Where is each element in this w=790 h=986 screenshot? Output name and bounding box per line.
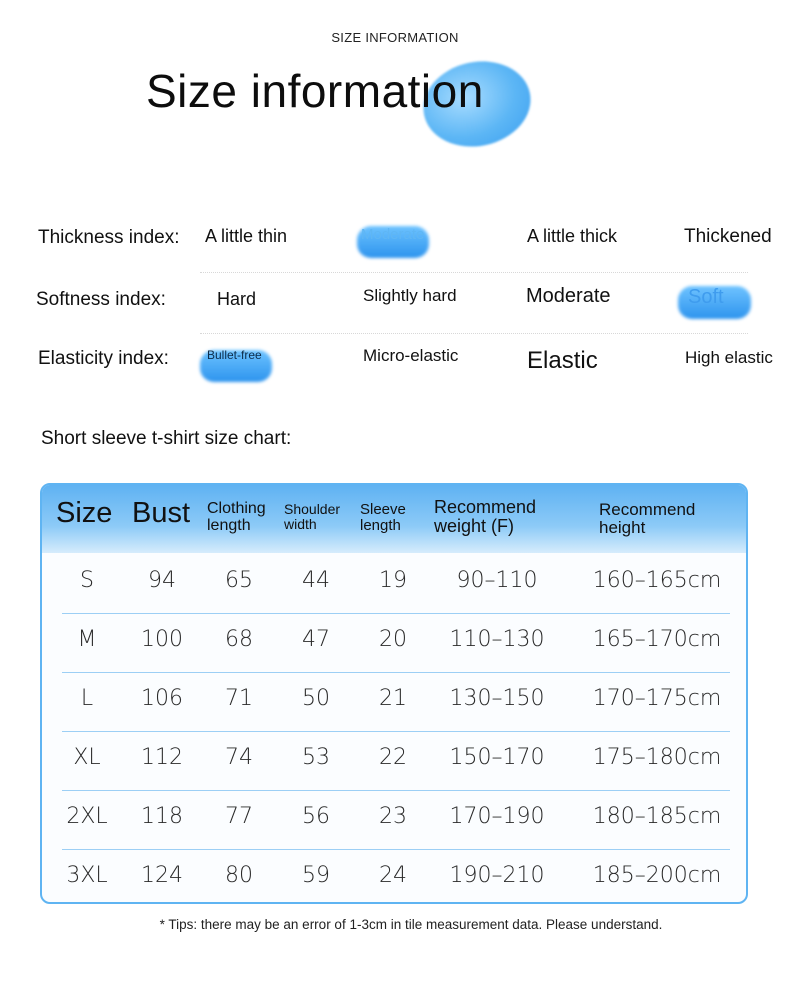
measurement-cell: 77 [225, 804, 253, 829]
measurement-cell: 130–150 [449, 686, 545, 711]
index-divider [200, 272, 748, 273]
softness-option-3: Moderate [526, 285, 611, 307]
measurement-cell: 50 [302, 686, 330, 711]
measurement-cell: 110–130 [449, 627, 545, 652]
measurement-cell: 118 [141, 804, 183, 829]
table-row-divider [62, 849, 730, 850]
size-chart-table [40, 483, 748, 904]
page-subtitle: SIZE INFORMATION [331, 30, 459, 45]
measurement-cell: 150–170 [449, 745, 545, 770]
table-row-divider [62, 613, 730, 614]
measurement-cell: 68 [225, 627, 253, 652]
elasticity-option-4: High elastic [685, 348, 773, 367]
column-header-line: Recommend [434, 497, 537, 517]
measurement-cell: 80 [225, 863, 253, 888]
table-row-divider [62, 790, 730, 791]
measurement-cell: 106 [141, 686, 183, 711]
measurement-cell: 180–185cm [592, 804, 722, 829]
softness-option-4: Soft [688, 286, 724, 308]
column-header-line: Shoulder [284, 501, 341, 517]
column-header-line: Sleeve [360, 501, 406, 518]
measurement-cell: 44 [302, 568, 330, 593]
page-title: Size information [146, 65, 484, 117]
measurement-cell: 175–180cm [592, 745, 722, 770]
softness-label: Softness index: [36, 289, 166, 310]
elasticity-option-2: Micro-elastic [363, 346, 459, 365]
measurement-cell: 59 [302, 863, 330, 888]
table-row-divider [62, 672, 730, 673]
thickness-label: Thickness index: [38, 227, 180, 248]
measurement-cell: 23 [379, 804, 407, 829]
size-cell: 2XL [66, 804, 108, 829]
measurement-tip-note: * Tips: there may be an error of 1-3cm in tile measurement data. Please understand. [159, 917, 663, 932]
column-header-size: Size [56, 497, 113, 529]
column-header-line: length [360, 516, 401, 534]
column-header-line: width [284, 515, 317, 532]
measurement-cell: 22 [379, 745, 407, 770]
softness-option-2: Slightly hard [363, 286, 457, 305]
thickness-option-3: A little thick [527, 226, 618, 246]
measurement-cell: 165–170cm [592, 627, 722, 652]
measurement-cell: 74 [225, 745, 253, 770]
size-cell: S [80, 568, 94, 593]
thickness-option-2: Moderate [361, 226, 425, 243]
measurement-cell: 90–110 [456, 568, 538, 593]
size-cell: XL [73, 745, 101, 770]
column-header-line: Clothing [207, 500, 266, 517]
measurement-cell: 56 [302, 804, 330, 829]
measurement-cell: 160–165cm [592, 568, 722, 593]
column-header-recommend-height [599, 501, 695, 537]
thickness-option-4: Thickened [684, 226, 772, 247]
measurement-cell: 24 [379, 863, 407, 888]
column-header-recommend-weight [434, 498, 536, 536]
measurement-cell: 170–190 [449, 804, 545, 829]
measurement-cell: 65 [225, 568, 253, 593]
measurement-cell: 170–175cm [592, 686, 722, 711]
measurement-cell: 21 [379, 686, 407, 711]
measurement-cell: 47 [302, 627, 330, 652]
measurement-cell: 124 [141, 863, 183, 888]
elasticity-option-1: Bullet-free [207, 348, 262, 362]
column-header-line: height [599, 517, 646, 537]
column-header-line: length [207, 516, 251, 534]
measurement-cell: 185–200cm [592, 863, 722, 888]
column-header-sleeve-length [360, 502, 406, 534]
column-header-line: weight (F) [434, 515, 515, 536]
column-header-shoulder-width [284, 502, 340, 531]
measurement-cell: 53 [302, 745, 330, 770]
size-cell: M [77, 627, 97, 652]
column-header-bust: Bust [132, 497, 191, 529]
measurement-cell: 94 [148, 568, 176, 593]
measurement-cell: 71 [225, 686, 253, 711]
thickness-option-1: A little thin [205, 226, 288, 246]
index-divider [200, 333, 748, 334]
size-chart-heading: Short sleeve t-shirt size chart: [41, 428, 292, 449]
elasticity-option-3: Elastic [527, 347, 598, 374]
elasticity-label: Elasticity index: [38, 348, 169, 369]
measurement-cell: 100 [141, 627, 183, 652]
column-header-line: Recommend [599, 500, 696, 519]
measurement-cell: 20 [379, 627, 407, 652]
size-cell: L [80, 686, 94, 711]
measurement-cell: 112 [141, 745, 183, 770]
softness-option-1: Hard [217, 289, 257, 309]
size-cell: 3XL [66, 863, 108, 888]
measurement-cell: 190–210 [449, 863, 545, 888]
table-row-divider [62, 731, 730, 732]
column-header-clothing-length [207, 501, 266, 535]
measurement-cell: 19 [379, 568, 407, 593]
